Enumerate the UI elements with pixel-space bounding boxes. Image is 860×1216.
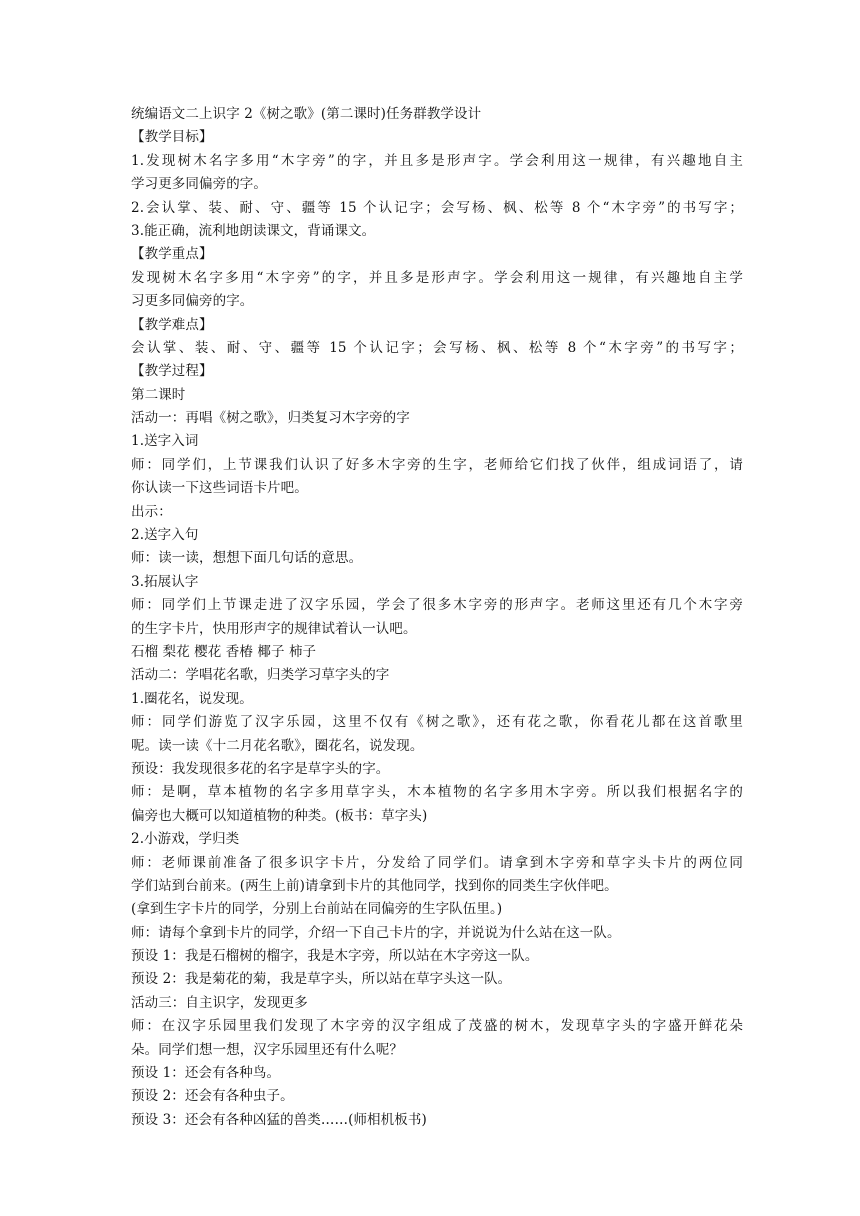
step-heading: 3.拓展认字 xyxy=(131,573,199,590)
paragraph-line: (拿到生字卡片的同学，分别上台前站在同偏旁的生字队伍里。) xyxy=(131,901,503,918)
paragraph-line: 师：是啊，草本植物的名字多用草字头，木本植物的名字多用木字旁。所以我们根据名字的 xyxy=(131,784,743,801)
step-heading: 1.送字入词 xyxy=(131,433,199,450)
activity-1-heading: 活动一：再唱《树之歌》，归类复习木字旁的字 xyxy=(131,410,410,427)
paragraph-line: 偏旁也大概可以知道植物的种类。(板书：草字头) xyxy=(131,807,428,824)
document-title: 统编语文二上识字 2《树之歌》(第二课时)任务群教学设计 xyxy=(131,106,482,122)
paragraph-line: 师：在汉字乐园里我们发现了木字旁的汉字组成了茂盛的树木，发现草字头的字盛开鲜花朵 xyxy=(131,1018,743,1035)
objective-1-line-1: 1.发现树木名字多用“木字旁”的字，并且多是形声字。学会利用这一规律，有兴趣地自主 xyxy=(131,152,743,169)
paragraph-line: 预设 3：还会有各种凶猛的兽类……(师相机板书) xyxy=(131,1111,427,1128)
paragraph-line: 师：同学们游览了汉字乐园，这里不仅有《树之歌》，还有花之歌，你看花儿都在这首歌里 xyxy=(131,714,743,731)
paragraph-line: 师：读一读，想想下面几句话的意思。 xyxy=(131,550,363,567)
paragraph-line: 学们站到台前来。(两生上前)请拿到卡片的其他同学，找到你的同类生字伙伴吧。 xyxy=(131,877,618,894)
objective-1-line-2: 学习更多同偏旁的字。 xyxy=(131,176,267,193)
paragraph-line: 朵。同学们想一想，汉字乐园里还有什么呢？ xyxy=(131,1041,403,1058)
paragraph-line: 出示： xyxy=(131,503,172,520)
section-heading-difficulties: 【教学难点】 xyxy=(131,316,213,333)
paragraph-line: 预设 1：我是石榴树的榴字，我是木字旁，所以站在木字旁这一队。 xyxy=(131,948,539,965)
paragraph-line: 师：同学们上节课走进了汉字乐园，学会了很多木字旁的形声字。老师这里还有几个木字旁 xyxy=(131,597,743,614)
difficulty-line: 会认掌、装、耐、守、疆等 15 个认记字；会写杨、枫、松等 8 个“木字旁”的书写字； xyxy=(131,339,743,356)
activity-3-heading: 活动三：自主识字，发现更多 xyxy=(131,994,308,1011)
paragraph-line: 你认读一下这些词语卡片吧。 xyxy=(131,480,308,497)
lesson-label: 第二课时 xyxy=(131,386,186,403)
paragraph-line: 的生字卡片，快用形声字的规律试着认一认吧。 xyxy=(131,620,417,637)
word-list: 石榴 梨花 樱花 香椿 椰子 柿子 xyxy=(131,643,317,660)
objective-2: 2.会认掌、装、耐、守、疆等 15 个认记字；会写杨、枫、松等 8 个“木字旁”的书写字； xyxy=(131,199,743,216)
paragraph-line: 师：同学们，上节课我们认识了好多木字旁的生字，老师给它们找了伙伴，组成词语了，请 xyxy=(131,456,743,473)
key-point-line-2: 习更多同偏旁的字。 xyxy=(131,293,254,310)
objective-3: 3.能正确，流利地朗读课文，背诵课文。 xyxy=(131,222,376,239)
step-heading: 1.圈花名，说发现。 xyxy=(131,690,253,707)
section-heading-objectives: 【教学目标】 xyxy=(131,129,213,146)
key-point-line-1: 发现树木名字多用“木字旁”的字，并且多是形声字。学会利用这一规律，有兴趣地自主学 xyxy=(131,269,743,286)
paragraph-line: 预设 1：还会有各种鸟。 xyxy=(131,1065,281,1082)
paragraph-line: 预设 2：还会有各种虫子。 xyxy=(131,1088,294,1105)
paragraph-line: 预设 2：我是菊花的菊，我是草字头，所以站在草字头这一队。 xyxy=(131,971,512,988)
document-page xyxy=(131,103,743,1132)
paragraph-line: 预设：我发现很多花的名字是草字头的字。 xyxy=(131,760,390,777)
step-heading: 2.送字入句 xyxy=(131,527,199,544)
paragraph-line: 师：请每个拿到卡片的同学，介绍一下自己卡片的字，并说说为什么站在这一队。 xyxy=(131,924,621,941)
section-heading-process: 【教学过程】 xyxy=(131,363,213,380)
step-heading: 2.小游戏，学归类 xyxy=(131,831,240,848)
paragraph-line: 呢。读一读《十二月花名歌》，圈花名，说发现。 xyxy=(131,737,424,754)
paragraph-line: 师：老师课前准备了很多识字卡片，分发给了同学们。请拿到木字旁和草字头卡片的两位同 xyxy=(131,854,743,871)
section-heading-key-points: 【教学重点】 xyxy=(131,246,213,263)
activity-2-heading: 活动二：学唱花名歌，归类学习草字头的字 xyxy=(131,667,390,684)
